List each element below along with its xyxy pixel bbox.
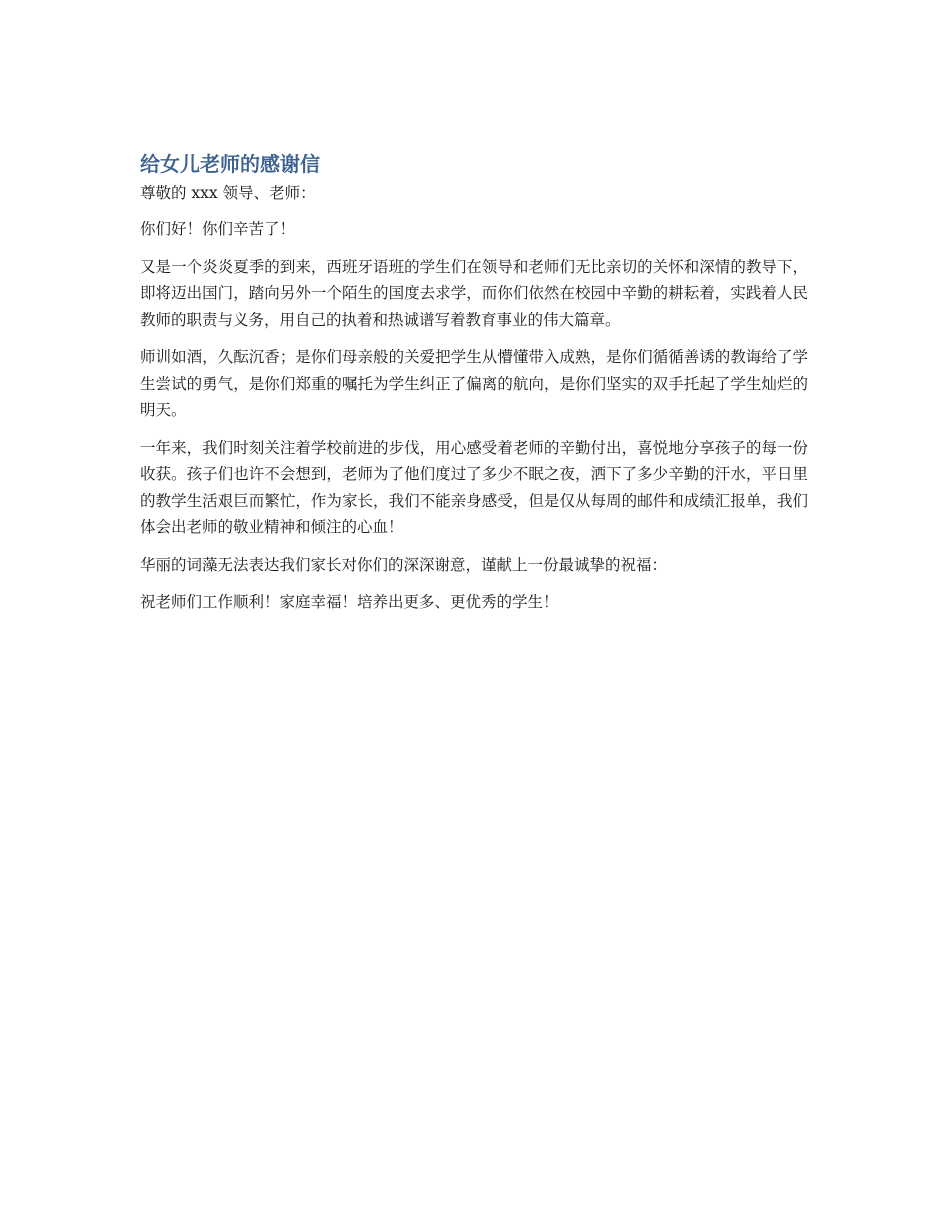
- paragraph-teacher-care: 师训如酒，久酝沉香；是你们母亲般的关爱把学生从懵懂带入成熟，是你们循循善诱的教诲给了学生尝试的勇气，是你们郑重的嘱托为学生纠正了偏离的航向，是你们坚实的双手托起了学生灿烂的明天。: [140, 348, 808, 419]
- paragraph-year-review: 一年来，我们时刻关注着学校前进的步伐，用心感受着老师的辛勤付出，喜悦地分享孩子的每一份收获。孩子们也许不会想到，老师为了他们度过了多少不眠之夜，洒下了多少辛勤的汗水，平日里的教学生活艰巨而繁忙，作为家长，我们不能亲身感受，但是仅从每周的邮件和成绩汇报单，我们体会出老师的敬业精神和倾注的心血！: [140, 438, 808, 536]
- document-title: 给女儿老师的感谢信: [140, 152, 320, 176]
- document-page: [140, 148, 808, 627]
- paragraph-blessing: 祝老师们工作顺利！家庭幸福！培养出更多、更优秀的学生！: [140, 593, 559, 611]
- paragraph-greeting: 你们好！你们辛苦了！: [140, 220, 296, 238]
- paragraph-summer: 又是一个炎炎夏季的到来，西班牙语班的学生们在领导和老师们无比亲切的关怀和深情的教导下，即将迈出国门，踏向另外一个陌生的国度去求学，而你们依然在校园中辛勤的耕耘着，实践着人民教师的职责与义务，用自己的执着和热诚谱写着教育事业的伟大篇章。: [140, 257, 808, 329]
- paragraph-thanks: 华丽的词藻无法表达我们家长对你们的深深谢意，谨献上一份最诚挚的祝福：: [140, 555, 668, 574]
- salutation: 尊敬的 xxx 领导、老师：: [140, 184, 316, 202]
